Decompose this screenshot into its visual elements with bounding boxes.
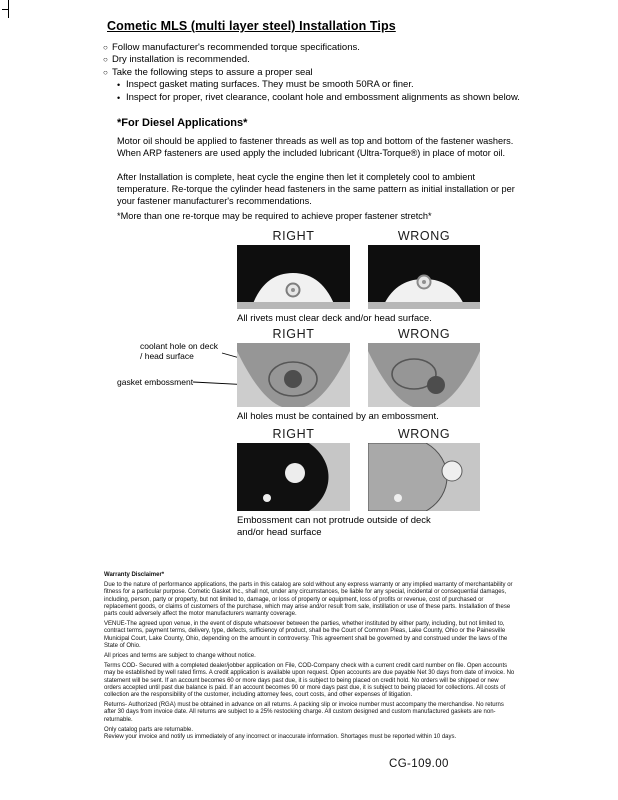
tip-item <box>103 54 523 66</box>
rivet-wrong-image <box>368 245 480 309</box>
sub-bullet-marker: • <box>117 80 121 91</box>
bullet-marker: ○ <box>103 67 108 77</box>
wrong-column-label: WRONG <box>397 229 451 243</box>
diesel-applications-heading: *For Diesel Applications* <box>117 117 248 129</box>
rivet-right-diagram <box>237 245 350 309</box>
embossment-wrong-image <box>368 343 480 407</box>
row1-caption: All rivets must clear deck and/or head surface. <box>237 313 432 324</box>
retorque-note: *More than one re-torque may be required to achieve proper fastener stretch* <box>117 211 432 221</box>
protrude-wrong-diagram <box>368 443 480 511</box>
protrude-right-image <box>237 443 350 511</box>
warranty-disclaimer-heading: Warranty Disclaimer* <box>104 572 165 578</box>
wrong-column-label: WRONG <box>397 427 451 441</box>
right-column-label: RIGHT <box>272 229 315 243</box>
legal-paragraph: Due to the nature of performance applications, the parts in this catalog are sold without any express warranty or any implied warranty of merchantability or fitness for a particular purpose. Cometic Gasket Inc., shall not, under any circumstances, be liable for any special, incidental or consequential damages, including, person, party or property, but not limited to, damage, or loss of property or equipment, loss of profits or revenue, cost of purchased or replacement goods, or claims of customers of the purchase, which may arise and/or result from sale, instillation or use of these parts. Installation of these parts could adversely affect the motor manufacturers warranty coverage. <box>104 582 513 618</box>
tip-item <box>103 67 523 79</box>
legal-paragraph: Only catalog parts are returnable. <box>104 726 194 733</box>
row2-caption: All holes must be contained by an embossment. <box>237 411 439 422</box>
diesel-paragraph-2: After Installation is complete, heat cycle the engine then let it completely cool to ambient temperature. Re-torque the cylinder head fasteners in the same pattern as initial installation or per your fastener manufacturer's recommendations. <box>117 172 515 206</box>
embossment-wrong-diagram <box>368 343 480 407</box>
page-title: Cometic MLS (multi layer steel) Installation Tips <box>107 19 396 33</box>
registration-mark <box>2 9 9 10</box>
right-column-label: RIGHT <box>272 427 315 441</box>
sub-bullet-marker: • <box>117 92 121 103</box>
legal-paragraph: VENUE-The agreed upon venue, in the event of dispute whatsoever between the parties, whether instituted by either party, including, but not limited to, contract terms, payment terms, delivery, type, defects, sufficiency of product, shall be the Court of Common Pleas, Lake County, Ohio or the Painesville Municipal Court, Lake County, Ohio, depending on the amount in controversy. This agreement shall be governed by and construed under the laws of the State of Ohio. <box>104 621 508 649</box>
tip-item <box>103 42 523 54</box>
legal-paragraph: All prices and terms are subject to change without notice. <box>104 653 256 660</box>
row3-caption: Embossment can not protrude outside of deck and/or head surface <box>237 515 431 538</box>
tip-text: Inspect gasket mating surfaces. They must be smooth 50RA or finer. <box>126 79 414 91</box>
diesel-paragraph-1: Motor oil should be applied to fastener threads as well as top and bottom of the fastener washers. When ARP fasteners are used apply the included lubricant (Ultra-Torque®) in place of motor oil. <box>117 136 514 158</box>
protrude-wrong-image <box>368 443 480 511</box>
bullet-marker: ○ <box>103 43 108 52</box>
embossment-right-image <box>237 343 350 407</box>
coolant-hole-label: coolant hole on deck / head surface <box>140 341 218 361</box>
rivet-wrong-diagram <box>368 245 480 309</box>
gasket-embossment-label: gasket embossment <box>117 377 194 387</box>
tip-text: Inspect for proper, rivet clearance, coolant hole and embossment alignments as shown below. <box>126 91 520 103</box>
tip-sub-item <box>117 79 523 91</box>
protrude-right-diagram <box>237 443 350 511</box>
wrong-column-label: WRONG <box>397 327 451 341</box>
tips-list <box>103 42 523 104</box>
bullet-marker: ○ <box>103 55 108 65</box>
right-column-label: RIGHT <box>272 327 315 341</box>
tip-sub-item <box>117 92 523 104</box>
legal-paragraph: Review your invoice and notify us immediately of any incorrect or inaccurate information. Shortages must be reported within 10 days. <box>104 734 457 741</box>
legal-text-block <box>104 572 517 744</box>
embossment-right-diagram <box>237 343 350 407</box>
tip-text: Dry installation is recommended. <box>112 54 250 66</box>
legal-paragraph: Terms COD- Secured with a completed dealer/jobber application on File, COD-Company check with a current credit card number on file. Open accounts may be established by well rated firms. A credit application is available upon request. Open accounts are due payable Net 30 days from date of invoice. No statement will be sent. If an account becomes 60 or more days past due, it is subject to being placed on credit hold. No orders will be shipped or new orders accepted until past due balance is paid. If an account becomes 90 or more days past due, it is subject to being placed for collections. All costs of collection are the responsibility of the customer, including attorney fees, court costs, and other expenses of litigation. <box>104 663 515 699</box>
legal-paragraph: Returns- Authorized (RGA) must be obtained in advance on all returns. A packing slip or invoice number must accompany the merchandise. No returns after 30 days from invoice date. All returns are subject to a 25% restocking charge. All custom designed and custom manufactured gaskets are non-returnable. <box>104 702 504 723</box>
tip-text: Follow manufacturer's recommended torque specifications. <box>112 42 360 53</box>
document-code: CG-109.00 <box>389 758 449 770</box>
tip-text: Take the following steps to assure a proper seal <box>112 66 313 78</box>
rivet-right-image <box>237 245 350 309</box>
